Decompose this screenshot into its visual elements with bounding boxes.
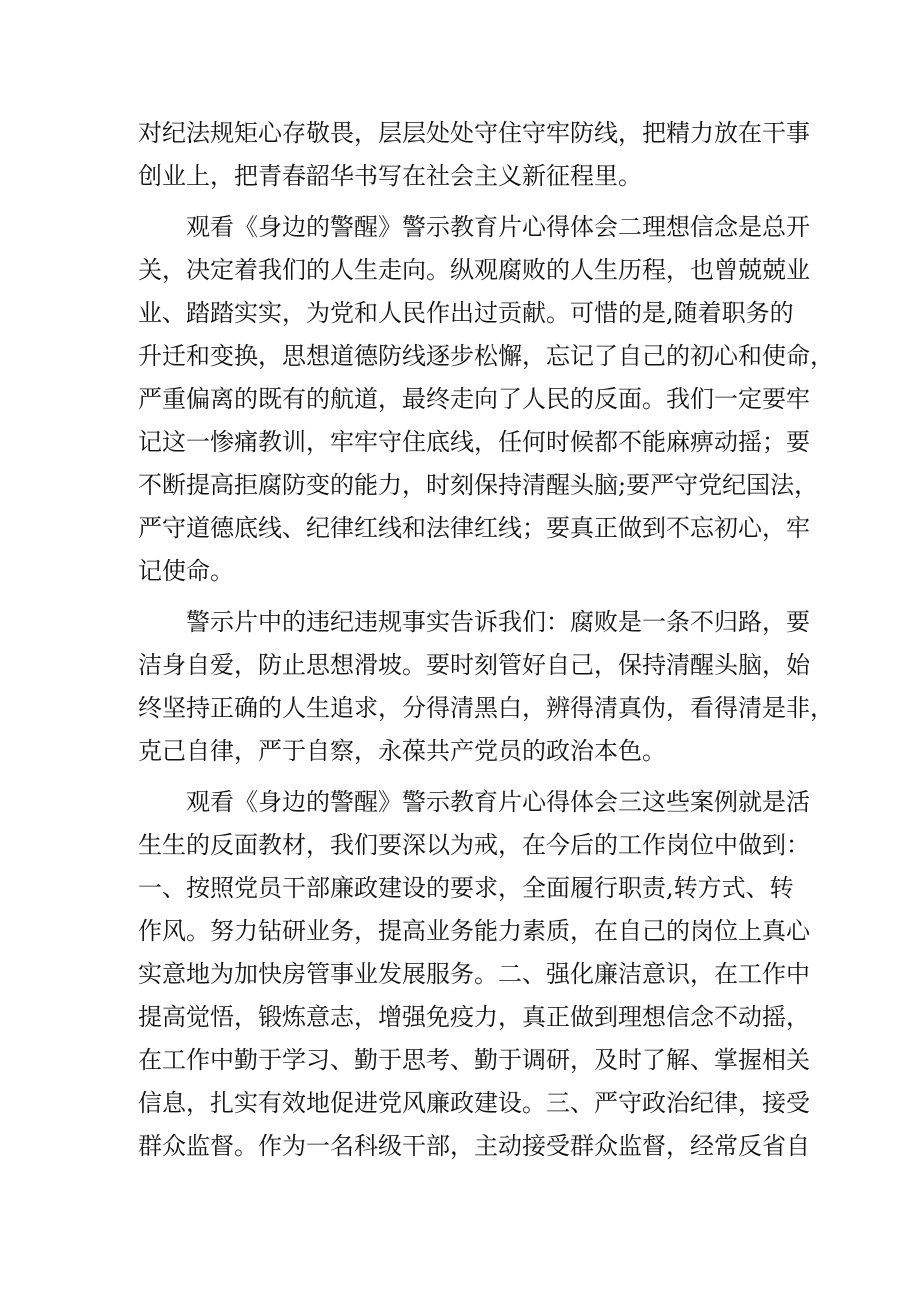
text-line: 实意地为加快房管事业发展服务。二、强化廉洁意识，在工作中 xyxy=(138,960,810,988)
text-line: 不断提高拒腐防变的能力，时刻保持清醒头脑;要严守党纪国法， xyxy=(138,471,819,499)
paragraph-gap xyxy=(138,593,788,601)
text-line: 创业上，把青春韶华书写在社会主义新征程里。 xyxy=(138,162,642,190)
paragraph-gap xyxy=(138,773,788,781)
text-line: 一、按照党员干部廉政建设的要求，全面履行职责,转方式、转 xyxy=(138,874,794,902)
text-line: 严重偏离的既有的航道，最终走向了人民的反面。我们一定要牢 xyxy=(138,385,810,413)
text-line: 业、踏踏实实，为党和人民作出过贡献。可惜的是,随着职务的 xyxy=(138,299,794,327)
text-line: 升迁和变换，思想道德防线逐步松懈，忘记了自己的初心和使命， xyxy=(138,342,834,370)
text-line: 在工作中勤于学习、勤于思考、勤于调研，及时了解、掌握相关 xyxy=(138,1046,810,1074)
paragraph-first-line: 观看《身边的警醒》警示教育片心得体会三这些案例就是活 xyxy=(186,788,810,816)
text-line: 严守道德底线、纪律红线和法律红线；要真正做到不忘初心，牢 xyxy=(138,514,810,542)
paragraph-first-line: 警示片中的违纪违规事实告诉我们：腐败是一条不归路，要 xyxy=(186,608,810,636)
text-line: 提高觉悟，锻炼意志，增强免疫力，真正做到理想信念不动摇， xyxy=(138,1003,810,1031)
text-line: 关，决定着我们的人生走向。纵观腐败的人生历程，也曾兢兢业 xyxy=(138,256,810,284)
text-line: 洁身自爱，防止思想滑坡。要时刻管好自己，保持清醒头脑，始 xyxy=(138,651,810,679)
text-line: 克己自律，严于自察，永葆共产党员的政治本色。 xyxy=(138,737,666,765)
document-body xyxy=(138,112,834,1168)
text-line: 作风。努力钻研业务，提高业务能力素质，在自己的岗位上真心 xyxy=(138,917,810,945)
paragraph-gap xyxy=(138,198,788,206)
text-line: 终坚持正确的人生追求，分得清黑白，辨得清真伪，看得清是非， xyxy=(138,694,834,722)
text-line: 对纪法规矩心存敬畏，层层处处守住守牢防线，把精力放在干事 xyxy=(138,119,810,147)
text-line: 记这一惨痛教训，牢牢守住底线，任何时候都不能麻痹动摇；要 xyxy=(138,428,810,456)
text-line: 生生的反面教材，我们要深以为戒，在今后的工作岗位中做到： xyxy=(138,831,810,859)
text-line: 记使命。 xyxy=(138,557,234,585)
text-line: 群众监督。作为一名科级干部，主动接受群众监督，经常反省自 xyxy=(138,1132,810,1160)
text-line: 信息，扎实有效地促进党风廉政建设。三、严守政治纪律，接受 xyxy=(138,1089,810,1117)
paragraph-first-line: 观看《身边的警醒》警示教育片心得体会二理想信念是总开 xyxy=(186,213,810,241)
